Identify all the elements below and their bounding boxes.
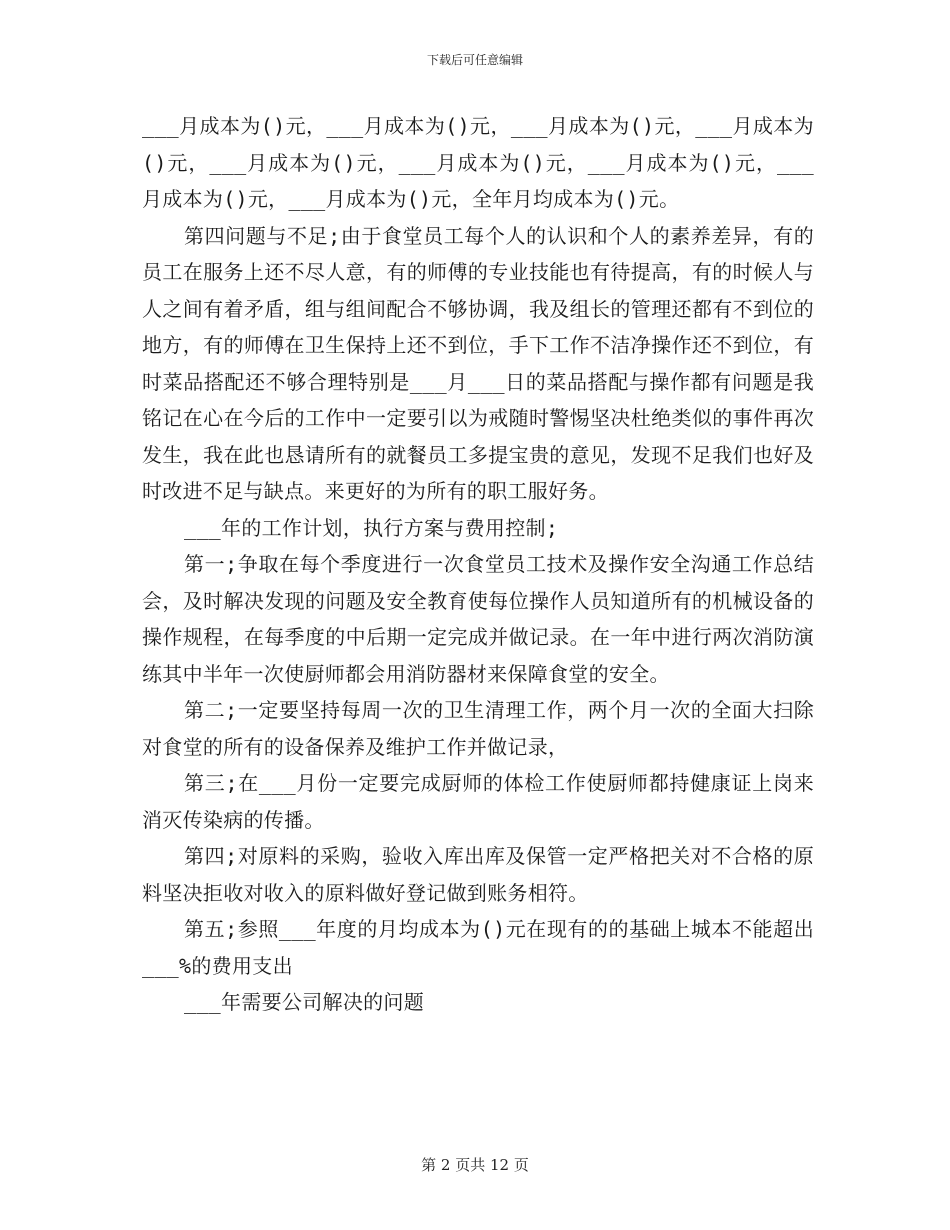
header-note: 下载后可任意编辑	[426, 53, 523, 67]
paragraph-monthly-costs: ___月成本为()元，___月成本为()元，___月成本为()元，___月成本为()元，___月成本为()元，___月成本为()元，___月成本为()元，___月成本为()元，___月成本为()元，全年月均成本为()元。	[142, 114, 814, 211]
paragraph-plan-item-1: 第一;争取在每个季度进行一次食堂员工技术及操作安全沟通工作总结会，及时解决发现的问题及安全教育使每位操作人员知道所有的机械设备的操作规程，在每季度的中后期一定完成并做记录。在一年中进行两次消防演练其中半年一次使厨师都会用消防器材来保障食堂的安全。	[142, 552, 814, 686]
page-header	[0, 52, 950, 68]
paragraph-plan-item-3: 第三;在___月份一定要完成厨师的体检工作使厨师都持健康证上岗来消灭传染病的传播。	[142, 771, 814, 832]
paragraph-company-issues: ___年需要公司解决的问题	[184, 990, 425, 1014]
paragraph-plan-item-5: 第五;参照___年度的月均成本为()元在现有的的基础上城本不能超出___%的费用支出	[142, 917, 814, 978]
page-footer	[0, 1155, 950, 1175]
paragraph-problems: 第四问题与不足;由于食堂员工每个人的认识和个人的素养差异，有的员工在服务上还不尽人意，有的师傅的专业技能也有待提高，有的时候人与人之间有着矛盾，组与组间配合不够协调，我及组长的管理还都有不到位的地方，有的师傅在卫生保持上还不到位，手下工作不洁净操作还不到位，有时菜品搭配还不够合理特别是___月___日的菜品搭配与操作都有问题是我铭记在心在今后的工作中一定要引以为戒随时警惕坚决杜绝类似的事件再次发生，我在此也恳请所有的就餐员工多提宝贵的意见，发现不足我们也好及时改进不足与缺点。来更好的为所有的职工服好务。	[142, 223, 814, 503]
page-number: 第 2 页共 12 页	[421, 1156, 529, 1174]
document-body	[142, 108, 814, 1021]
paragraph-plan-heading: ___年的工作计划，执行方案与费用控制;	[184, 515, 559, 540]
paragraph-plan-item-2: 第二;一定要坚持每周一次的卫生清理工作，两个月一次的全面大扫除对食堂的所有的设备保养及维护工作并做记录，	[142, 698, 814, 759]
paragraph-plan-item-4: 第四;对原料的采购，验收入库出库及保管一定严格把关对不合格的原料坚决拒收对收入的原料做好登记做到账务相符。	[142, 844, 814, 905]
